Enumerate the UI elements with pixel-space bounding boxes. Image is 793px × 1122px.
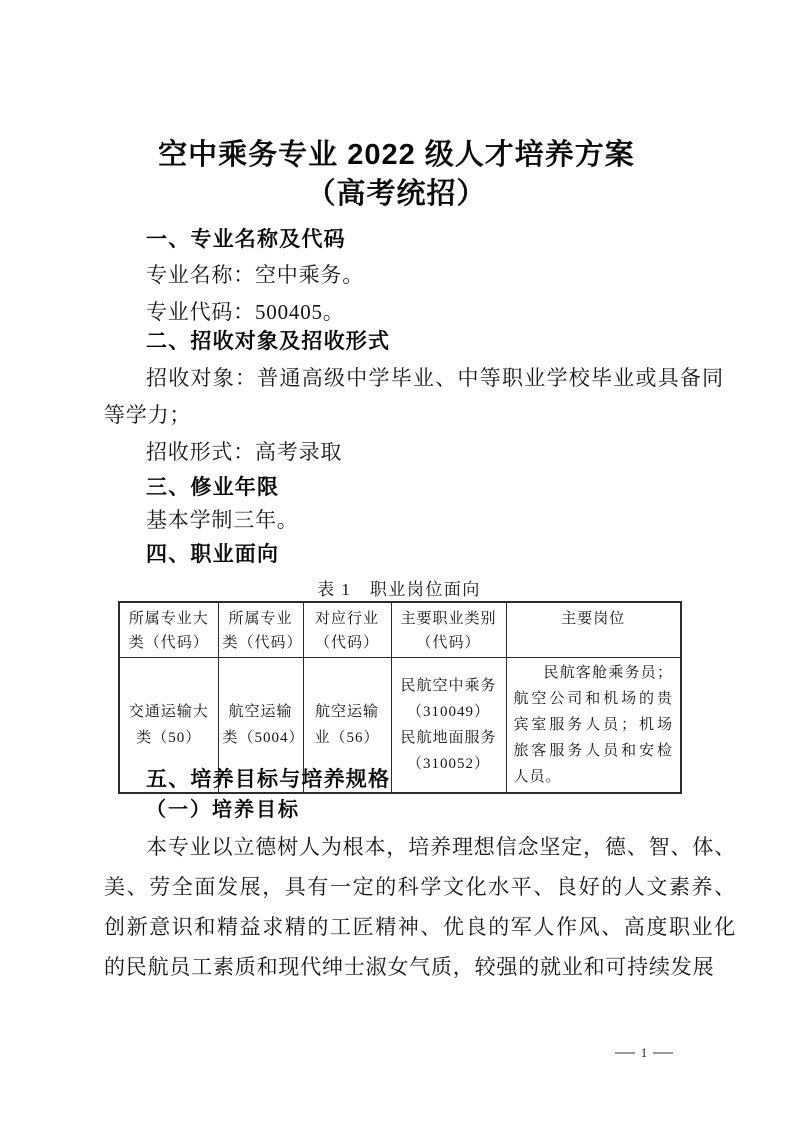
section-heading-3: 三、修业年限 — [146, 476, 280, 499]
major-name-paragraph: 专业名称：空中乘务。 — [146, 263, 364, 287]
cell-major-category: 交通运输大类（50） — [119, 658, 218, 794]
footer-dash-icon — [615, 1052, 635, 1054]
major-code-paragraph: 专业代码：500405。 — [146, 300, 345, 324]
training-goal-paragraph: 本专业以立德树人为根本，培养理想信念坚定，德、智、体、美、劳全面发展，具有一定的科学文化水平、良好的人文素养、创新意识和精益求精的工匠精神、优良的军人作风、高度职业化的民航员工素质和现代绅士淑女气质，较强的就业和可持续发展 — [104, 835, 736, 979]
table-header-row — [119, 602, 681, 658]
section-heading-4: 四、职业面向 — [146, 543, 280, 566]
document-title-line2: （高考统招） — [306, 178, 487, 210]
cell-industry: 航空运输业（56） — [303, 658, 391, 794]
subsection-heading-training-goal: （一）培养目标 — [146, 799, 300, 821]
page-number: 1 — [640, 1045, 648, 1060]
study-length-paragraph: 基本学制三年。 — [146, 508, 299, 532]
section-heading-1: 一、专业名称及代码 — [146, 228, 346, 251]
page-footer — [609, 1045, 679, 1061]
occupation-category-item: 民航地面服务（310052） — [400, 730, 497, 772]
footer-dash-icon — [653, 1052, 673, 1054]
admission-form-paragraph: 招收形式：高考录取 — [146, 440, 343, 464]
document-title-line1: 空中乘务专业 2022 级人才培养方案 — [158, 139, 635, 171]
document-title — [0, 136, 793, 214]
col-header-major-class: 所属专业类（代码） — [218, 602, 303, 658]
col-header-major-category: 所属专业大类（代码） — [119, 602, 218, 658]
section-heading-2: 二、招收对象及招收形式 — [146, 330, 391, 353]
cell-main-positions: 民航客舱乘务员；航空公司和机场的贵宾室服务人员；机场旅客服务人员和安检人员。 — [506, 658, 681, 794]
col-header-industry: 对应行业（代码） — [303, 602, 391, 658]
table-caption: 表 1 职业岗位面向 — [317, 580, 481, 599]
occupation-category-item: 民航空中乘务（310049） — [400, 678, 497, 720]
cell-major-class: 航空运输类（5004） — [218, 658, 303, 794]
col-header-main-positions: 主要岗位 — [506, 602, 681, 658]
col-header-occupation-category: 主要职业类别（代码） — [391, 602, 506, 658]
cell-occupation-categories — [391, 658, 506, 794]
admission-target-paragraph: 招收对象：普通高级中学毕业、中等职业学校毕业或具备同等学力； — [104, 366, 724, 427]
section-heading-5: 五、培养目标与培养规格 — [146, 768, 391, 791]
